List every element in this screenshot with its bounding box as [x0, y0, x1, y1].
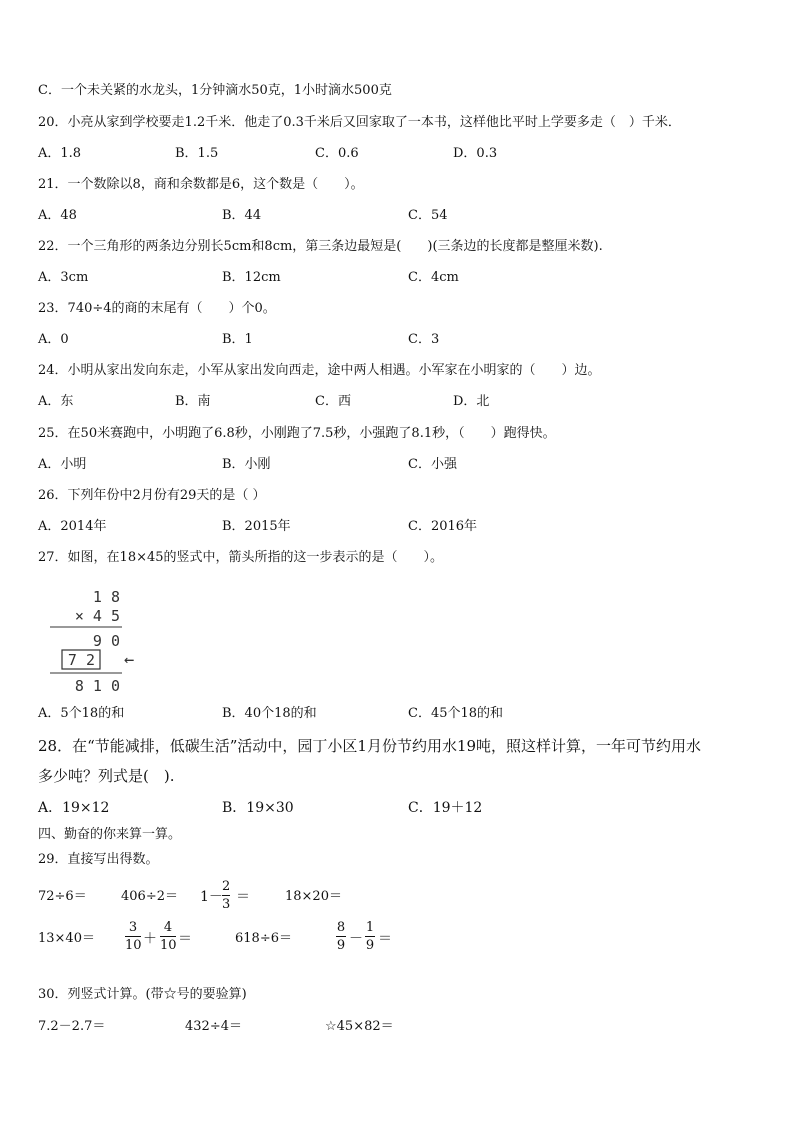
q27-option-a[interactable]: A．5个18的和 — [38, 706, 125, 721]
fraction-bar — [125, 936, 141, 937]
fraction-denominator: 10 — [160, 938, 177, 953]
fraction-numerator: 1 — [365, 920, 375, 935]
q29-item-6-fraction-2 — [160, 920, 176, 953]
q26-option-b[interactable]: B．2015年 — [222, 519, 291, 534]
fraction-denominator: 9 — [336, 938, 346, 953]
q22-stem: 22．一个三角形的两条边分别长5cm和8cm，第三条边最短是( )(三条边的长度都是整厘米数). — [38, 239, 603, 254]
fraction-numerator: 2 — [222, 879, 231, 894]
q28-stem-line1: 28．在“节能减排，低碳生活”活动中，园丁小区1月份节约用水19吨，照这样计算，一年可节约用水 — [38, 737, 702, 755]
section-4-heading: 四、勤奋的你来算一算。 — [38, 827, 182, 842]
q24-option-d[interactable]: D．北 — [453, 394, 490, 409]
q29-item-7: 618÷6＝ — [235, 931, 292, 946]
q29-item-8-fraction-1 — [336, 920, 346, 953]
figure-row-partial-1: 9 0 — [92, 632, 120, 650]
multiplication-figure — [48, 586, 158, 696]
fraction-denominator: 10 — [125, 938, 142, 953]
q29-item-2: 406÷2＝ — [121, 889, 178, 904]
q25-option-b[interactable]: B．小刚 — [222, 457, 271, 472]
q29-item-8-equals: ＝ — [378, 931, 392, 947]
q24-option-b[interactable]: B．南 — [175, 394, 211, 409]
q21-stem: 21．一个数除以8，商和余数都是6，这个数是（ ）。 — [38, 177, 364, 192]
q20-option-d[interactable]: D．0.3 — [453, 146, 498, 161]
fraction-denominator: 3 — [222, 897, 231, 912]
q29-item-8-minus: － — [349, 931, 363, 947]
q29-item-4: 18×20＝ — [285, 889, 342, 904]
figure-row-multiplier: × 4 5 — [74, 607, 120, 625]
q21-option-a[interactable]: A．48 — [38, 208, 77, 223]
q25-option-a[interactable]: A．小明 — [38, 457, 87, 472]
q26-stem: 26．下列年份中2月份有29天的是（ ） — [38, 488, 266, 503]
q23-option-c[interactable]: C．3 — [408, 332, 440, 347]
q26-option-a[interactable]: A．2014年 — [38, 519, 107, 534]
q29-item-1: 72÷6＝ — [38, 889, 87, 904]
q27-option-c[interactable]: C．45个18的和 — [408, 706, 504, 721]
q29-item-6-equals: ＝ — [178, 931, 192, 947]
q23-option-b[interactable]: B．1 — [222, 332, 253, 347]
q23-stem: 23．740÷4的商的末尾有（ ）个0。 — [38, 301, 276, 316]
q25-stem: 25．在50米赛跑中，小明跑了6.8秒，小刚跑了7.5秒，小强跑了8.1秒，（ ）跑得快。 — [38, 426, 556, 441]
q21-option-c[interactable]: C．54 — [408, 208, 448, 223]
q23-option-a[interactable]: A．0 — [38, 332, 69, 347]
figure-row-partial-2: 7 2 — [67, 651, 95, 669]
q29-item-6-plus: ＋ — [143, 931, 157, 947]
q28-option-b[interactable]: B．19×30 — [222, 800, 294, 816]
fraction-numerator: 4 — [163, 920, 173, 935]
q30-stem: 30．列竖式计算。(带☆号的要验算) — [38, 987, 247, 1002]
fraction-bar — [336, 936, 346, 937]
figure-row-product: 8 1 0 — [74, 677, 120, 695]
q27-stem: 27．如图，在18×45的竖式中，箭头所指的这一步表示的是（ ）。 — [38, 550, 444, 565]
q29-item-3-equals: ＝ — [236, 889, 250, 905]
q20-option-a[interactable]: A．1.8 — [38, 146, 82, 161]
q29-item-3-prefix: 1－ — [200, 889, 223, 905]
q28-option-a[interactable]: A．19×12 — [38, 800, 110, 816]
q29-item-8-fraction-2 — [365, 920, 375, 953]
q22-option-b[interactable]: B．12cm — [222, 270, 281, 285]
fraction-bar — [365, 936, 375, 937]
fraction-bar — [160, 936, 176, 937]
fraction-numerator: 8 — [336, 920, 346, 935]
q30-item-1: 7.2－2.7＝ — [38, 1019, 106, 1034]
fraction-numerator: 3 — [128, 920, 138, 935]
arrow-icon: ← — [124, 650, 135, 670]
q22-option-a[interactable]: A．3cm — [38, 270, 89, 285]
q27-option-b[interactable]: B．40个18的和 — [222, 706, 317, 721]
q20-option-c[interactable]: C．0.6 — [315, 146, 359, 161]
q29-item-5: 13×40＝ — [38, 931, 95, 946]
q20-option-b[interactable]: B．1.5 — [175, 146, 219, 161]
q24-stem: 24．小明从家出发向东走，小军从家出发向西走，途中两人相遇。小军家在小明家的（ ）边。 — [38, 363, 601, 378]
q25-option-c[interactable]: C．小强 — [408, 457, 457, 472]
q30-item-2: 432÷4＝ — [185, 1019, 242, 1034]
q28-stem-line2: 多少吨？列式是( ). — [38, 767, 175, 785]
figure-row-multiplicand: 1 8 — [92, 588, 120, 606]
q19-option-c: C．一个未关紧的水龙头，1分钟滴水50克，1小时滴水500克 — [38, 83, 392, 98]
q30-item-3: ☆45×82＝ — [325, 1019, 394, 1034]
q29-stem: 29．直接写出得数。 — [38, 852, 159, 867]
fraction-denominator: 9 — [365, 938, 375, 953]
q26-option-c[interactable]: C．2016年 — [408, 519, 478, 534]
q22-option-c[interactable]: C．4cm — [408, 270, 459, 285]
q29-item-6-fraction-1 — [125, 920, 141, 953]
q21-option-b[interactable]: B．44 — [222, 208, 262, 223]
q29-item-3-fraction — [222, 879, 230, 912]
q24-option-c[interactable]: C．西 — [315, 394, 351, 409]
q28-option-c[interactable]: C．19＋12 — [408, 800, 483, 816]
fraction-bar — [222, 895, 230, 896]
q20-stem: 20．小亮从家到学校要走1.2千米．他走了0.3千米后又回家取了一本书，这样他比平时上学要多走（ ）千米． — [38, 115, 681, 130]
q24-option-a[interactable]: A．东 — [38, 394, 74, 409]
